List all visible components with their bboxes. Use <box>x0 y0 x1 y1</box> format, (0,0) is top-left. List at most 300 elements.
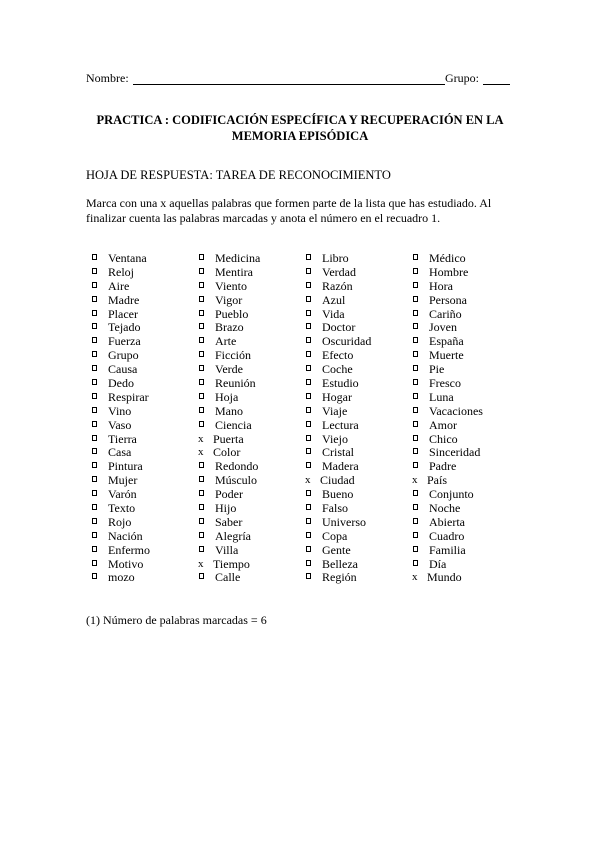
word-item[interactable] <box>304 473 414 487</box>
word-label: Fresco <box>429 376 461 391</box>
word-label: Placer <box>108 306 138 321</box>
word-item[interactable] <box>304 265 414 279</box>
checkbox[interactable] <box>413 407 418 413</box>
word-label: Medicina <box>215 251 261 265</box>
word-label: Color <box>213 445 241 460</box>
word-label: Belleza <box>322 556 358 571</box>
word-label: Vida <box>322 306 345 321</box>
word-item[interactable] <box>90 334 200 348</box>
word-label: Viejo <box>322 431 348 446</box>
checkbox[interactable] <box>306 254 311 260</box>
word-item[interactable] <box>90 362 200 376</box>
word-item[interactable] <box>197 334 307 348</box>
checkbox[interactable] <box>306 407 311 413</box>
word-label: Mano <box>215 403 243 418</box>
word-label: Padre <box>429 459 457 474</box>
word-item[interactable] <box>90 376 200 390</box>
word-label: Ventana <box>108 251 147 265</box>
word-label: Región <box>322 570 357 585</box>
word-label: Fuerza <box>108 334 141 349</box>
word-item[interactable] <box>304 307 414 321</box>
checkbox[interactable] <box>306 337 311 343</box>
grupo-field-line[interactable] <box>483 84 510 85</box>
checkbox[interactable] <box>199 351 204 357</box>
word-label: Razón <box>322 278 353 293</box>
checkbox[interactable] <box>306 518 311 524</box>
word-item[interactable] <box>304 570 414 584</box>
word-item[interactable] <box>90 307 200 321</box>
word-label: España <box>429 334 464 349</box>
word-item[interactable] <box>411 570 521 584</box>
checkbox[interactable] <box>306 421 311 427</box>
checkbox[interactable] <box>199 476 204 482</box>
word-label: Pintura <box>108 459 143 474</box>
checkbox[interactable] <box>413 490 418 496</box>
checkbox[interactable] <box>199 337 204 343</box>
checkbox[interactable] <box>306 546 311 552</box>
word-item[interactable] <box>197 445 307 459</box>
word-label: Cristal <box>322 445 354 460</box>
word-item[interactable] <box>304 293 414 307</box>
word-label: Chico <box>429 431 458 446</box>
checkbox[interactable] <box>199 282 204 288</box>
word-item[interactable] <box>90 404 200 418</box>
word-item[interactable] <box>90 293 200 307</box>
word-label: Reloj <box>108 264 134 279</box>
checkbox[interactable] <box>306 282 311 288</box>
word-item[interactable] <box>411 404 521 418</box>
checkbox[interactable] <box>413 365 418 371</box>
word-item[interactable] <box>90 557 200 571</box>
checkmark-x[interactable]: x <box>412 571 418 584</box>
checkbox[interactable] <box>92 296 97 302</box>
word-item[interactable] <box>304 251 414 265</box>
nombre-label: Nombre: <box>86 71 129 85</box>
checkbox[interactable] <box>199 393 204 399</box>
checkbox[interactable] <box>413 546 418 552</box>
checkbox[interactable] <box>413 379 418 385</box>
word-label: Motivo <box>108 556 144 571</box>
checkbox[interactable] <box>413 421 418 427</box>
word-item[interactable] <box>411 334 521 348</box>
checkbox[interactable] <box>199 532 204 538</box>
word-item[interactable] <box>411 362 521 376</box>
word-item[interactable] <box>197 251 307 265</box>
checkbox[interactable] <box>92 282 97 288</box>
checkbox[interactable] <box>92 560 97 566</box>
checkbox[interactable] <box>199 490 204 496</box>
checkbox[interactable] <box>92 310 97 316</box>
checkbox[interactable] <box>306 462 311 468</box>
word-item[interactable] <box>411 501 521 515</box>
word-item[interactable] <box>411 376 521 390</box>
checkbox[interactable] <box>92 268 97 274</box>
word-column-3 <box>304 251 414 584</box>
word-item[interactable] <box>197 432 307 446</box>
checkbox[interactable] <box>199 573 204 579</box>
word-item[interactable] <box>90 348 200 362</box>
word-item[interactable] <box>304 487 414 501</box>
checkbox[interactable] <box>413 268 418 274</box>
checkbox[interactable] <box>199 310 204 316</box>
word-item[interactable] <box>411 557 521 571</box>
word-label: Rojo <box>108 514 132 529</box>
checkbox[interactable] <box>413 310 418 316</box>
word-label: Madera <box>322 459 359 474</box>
word-label: Libro <box>322 251 349 265</box>
checkbox[interactable] <box>92 490 97 496</box>
word-label: Joven <box>429 320 457 335</box>
checkbox[interactable] <box>199 504 204 510</box>
word-label: Tierra <box>108 431 137 446</box>
checkbox[interactable] <box>306 532 311 538</box>
checkmark-x[interactable]: x <box>198 446 204 459</box>
checkbox[interactable] <box>92 337 97 343</box>
nombre-field-line[interactable] <box>133 84 445 85</box>
word-item[interactable] <box>304 529 414 543</box>
checkbox[interactable] <box>306 379 311 385</box>
word-label: Nación <box>108 528 143 543</box>
word-item[interactable] <box>197 557 307 571</box>
word-label: Hogar <box>322 389 352 404</box>
word-label: Pueblo <box>215 306 249 321</box>
word-label: Viento <box>215 278 247 293</box>
word-item[interactable] <box>90 459 200 473</box>
checkbox[interactable] <box>199 421 204 427</box>
word-column-1 <box>90 251 200 584</box>
word-label: Tejado <box>108 320 141 335</box>
section-subtitle: HOJA DE RESPUESTA: TAREA DE RECONOCIMIENTO <box>86 168 391 182</box>
word-item[interactable] <box>304 543 414 557</box>
checkbox[interactable] <box>92 462 97 468</box>
checkbox[interactable] <box>306 504 311 510</box>
word-label: Verde <box>215 362 243 377</box>
word-item[interactable] <box>411 432 521 446</box>
word-label: Varón <box>108 487 137 502</box>
checkbox[interactable] <box>306 560 311 566</box>
checkbox[interactable] <box>199 546 204 552</box>
word-label: Ficción <box>215 348 251 363</box>
word-item[interactable] <box>411 348 521 362</box>
checkbox[interactable] <box>306 268 311 274</box>
word-label: Reunión <box>215 376 256 391</box>
checkbox[interactable] <box>306 365 311 371</box>
checkbox[interactable] <box>306 296 311 302</box>
checkmark-x[interactable]: x <box>412 474 418 487</box>
word-label: Vacaciones <box>429 403 483 418</box>
checkbox[interactable] <box>306 573 311 579</box>
word-label: Puerta <box>213 431 244 446</box>
word-label: Médico <box>429 251 466 265</box>
word-item[interactable] <box>411 279 521 293</box>
title-line-2: MEMORIA EPISÓDICA <box>231 129 369 143</box>
word-item[interactable] <box>197 543 307 557</box>
word-label: Mundo <box>427 570 462 585</box>
word-item[interactable] <box>197 459 307 473</box>
checkbox[interactable] <box>306 435 311 441</box>
checkbox[interactable] <box>413 504 418 510</box>
checkbox[interactable] <box>413 532 418 538</box>
word-label: Villa <box>215 542 239 557</box>
word-item[interactable] <box>197 418 307 432</box>
word-label: Hijo <box>215 501 237 516</box>
word-item[interactable] <box>197 293 307 307</box>
word-label: Conjunto <box>429 487 474 502</box>
word-item[interactable] <box>304 445 414 459</box>
word-label: Azul <box>322 292 346 307</box>
word-label: Ciencia <box>215 417 252 432</box>
word-item[interactable] <box>411 529 521 543</box>
word-label: Saber <box>215 514 243 529</box>
checkbox[interactable] <box>306 448 311 454</box>
word-item[interactable] <box>90 473 200 487</box>
checkbox[interactable] <box>306 310 311 316</box>
word-item[interactable] <box>90 279 200 293</box>
checkbox[interactable] <box>199 268 204 274</box>
word-item[interactable] <box>197 307 307 321</box>
checkbox[interactable] <box>199 365 204 371</box>
word-item[interactable] <box>197 501 307 515</box>
checkbox[interactable] <box>413 254 418 260</box>
word-item[interactable] <box>90 432 200 446</box>
word-item[interactable] <box>304 376 414 390</box>
word-item[interactable] <box>304 362 414 376</box>
word-item[interactable] <box>411 473 521 487</box>
word-item[interactable] <box>90 570 200 584</box>
word-label: Hombre <box>429 264 469 279</box>
word-item[interactable] <box>411 515 521 529</box>
checkbox[interactable] <box>199 462 204 468</box>
word-label: Lectura <box>322 417 359 432</box>
word-label: Cariño <box>429 306 462 321</box>
checkbox[interactable] <box>306 323 311 329</box>
title-line-1: PRACTICA : CODIFICACIÓN ESPECÍFICA Y RECUPERACIÓN EN LA <box>96 113 504 127</box>
word-item[interactable] <box>304 501 414 515</box>
word-item[interactable] <box>304 432 414 446</box>
word-item[interactable] <box>411 459 521 473</box>
word-item[interactable] <box>304 348 414 362</box>
checkbox[interactable] <box>199 296 204 302</box>
word-label: Mentira <box>215 264 253 279</box>
word-label: Poder <box>215 487 243 502</box>
checkbox[interactable] <box>92 573 97 579</box>
word-item[interactable] <box>304 515 414 529</box>
word-label: Falso <box>322 501 349 516</box>
checkbox[interactable] <box>92 421 97 427</box>
word-item[interactable] <box>304 320 414 334</box>
word-item[interactable] <box>197 570 307 584</box>
checkbox[interactable] <box>306 351 311 357</box>
checkbox[interactable] <box>199 254 204 260</box>
word-column-2 <box>197 251 307 584</box>
word-label: Amor <box>429 417 457 432</box>
word-item[interactable] <box>411 293 521 307</box>
word-column-4 <box>411 251 521 584</box>
word-label: Mujer <box>108 473 138 488</box>
word-item[interactable] <box>90 251 200 265</box>
word-item[interactable] <box>90 487 200 501</box>
word-item[interactable] <box>197 529 307 543</box>
word-label: Familia <box>429 542 466 557</box>
word-item[interactable] <box>304 390 414 404</box>
checkbox[interactable] <box>92 407 97 413</box>
checkbox[interactable] <box>199 379 204 385</box>
checkbox[interactable] <box>413 448 418 454</box>
word-label: Pie <box>429 362 445 377</box>
checkbox[interactable] <box>413 560 418 566</box>
word-label: Bueno <box>322 487 354 502</box>
word-item[interactable] <box>304 459 414 473</box>
word-item[interactable] <box>197 362 307 376</box>
checkbox[interactable] <box>92 365 97 371</box>
checkbox[interactable] <box>92 476 97 482</box>
word-label: Hoja <box>215 389 239 404</box>
header-row <box>86 70 512 86</box>
word-item[interactable] <box>197 487 307 501</box>
word-label: Calle <box>215 570 241 585</box>
word-item[interactable] <box>411 320 521 334</box>
checkbox[interactable] <box>199 407 204 413</box>
word-item[interactable] <box>411 445 521 459</box>
word-label: Hora <box>429 278 453 293</box>
word-item[interactable] <box>411 390 521 404</box>
word-label: mozo <box>108 570 135 585</box>
word-label: Vigor <box>215 292 243 307</box>
word-label: Verdad <box>322 264 356 279</box>
word-item[interactable] <box>197 348 307 362</box>
word-item[interactable] <box>197 473 307 487</box>
checkbox[interactable] <box>92 393 97 399</box>
word-label: Copa <box>322 528 348 543</box>
word-label: Persona <box>429 292 467 307</box>
word-label: Doctor <box>322 320 356 335</box>
checkbox[interactable] <box>413 282 418 288</box>
checkmark-x[interactable]: x <box>198 557 204 570</box>
word-label: Ciudad <box>320 473 355 488</box>
checkbox[interactable] <box>306 490 311 496</box>
word-item[interactable] <box>90 418 200 432</box>
word-item[interactable] <box>90 265 200 279</box>
checkbox[interactable] <box>413 323 418 329</box>
word-item[interactable] <box>90 390 200 404</box>
checkbox[interactable] <box>199 518 204 524</box>
word-label: Estudio <box>322 376 359 391</box>
checkbox[interactable] <box>413 462 418 468</box>
checkbox[interactable] <box>306 393 311 399</box>
word-item[interactable] <box>197 265 307 279</box>
word-label: Músculo <box>215 473 257 488</box>
word-item[interactable] <box>411 487 521 501</box>
word-item[interactable] <box>411 251 521 265</box>
checkbox[interactable] <box>92 351 97 357</box>
word-item[interactable] <box>304 279 414 293</box>
word-label: Noche <box>429 501 461 516</box>
word-label: Vino <box>108 403 132 418</box>
word-label: Alegría <box>215 528 251 543</box>
word-item[interactable] <box>90 501 200 515</box>
checkmark-x[interactable]: x <box>198 432 204 445</box>
word-item[interactable] <box>90 515 200 529</box>
checkbox[interactable] <box>92 546 97 552</box>
word-item[interactable] <box>90 320 200 334</box>
word-label: Grupo <box>108 348 139 363</box>
word-item[interactable] <box>304 418 414 432</box>
word-label: País <box>427 473 448 488</box>
word-item[interactable] <box>197 376 307 390</box>
word-item[interactable] <box>411 543 521 557</box>
document-title <box>80 112 520 144</box>
word-label: Casa <box>108 445 132 460</box>
word-item[interactable] <box>197 404 307 418</box>
checkbox[interactable] <box>413 337 418 343</box>
grupo-label: Grupo: <box>445 71 479 85</box>
checkbox[interactable] <box>92 379 97 385</box>
checkbox[interactable] <box>413 518 418 524</box>
word-label: Gente <box>322 542 351 557</box>
checkbox[interactable] <box>92 504 97 510</box>
word-item[interactable] <box>304 404 414 418</box>
word-label: Dedo <box>108 376 134 391</box>
word-label: Día <box>429 556 447 571</box>
word-label: Brazo <box>215 320 244 335</box>
checkbox[interactable] <box>413 435 418 441</box>
word-label: Abierta <box>429 514 465 529</box>
word-item[interactable] <box>304 557 414 571</box>
word-item[interactable] <box>197 320 307 334</box>
word-label: Arte <box>215 334 237 349</box>
checkbox[interactable] <box>413 351 418 357</box>
checkbox[interactable] <box>92 323 97 329</box>
word-label: Aire <box>108 278 130 293</box>
checkbox[interactable] <box>92 532 97 538</box>
word-label: Enfermo <box>108 542 150 557</box>
word-item[interactable] <box>304 334 414 348</box>
checkbox[interactable] <box>92 518 97 524</box>
word-item[interactable] <box>411 307 521 321</box>
word-item[interactable] <box>197 390 307 404</box>
word-item[interactable] <box>411 418 521 432</box>
word-label: Respirar <box>108 389 149 404</box>
checkbox[interactable] <box>92 435 97 441</box>
word-item[interactable] <box>197 515 307 529</box>
word-label: Efecto <box>322 348 354 363</box>
word-label: Sinceridad <box>429 445 481 460</box>
checkbox[interactable] <box>92 254 97 260</box>
word-item[interactable] <box>90 543 200 557</box>
word-label: Oscuridad <box>322 334 372 349</box>
checkmark-x[interactable]: x <box>305 474 311 487</box>
word-item[interactable] <box>197 279 307 293</box>
word-item[interactable] <box>411 265 521 279</box>
word-label: Tiempo <box>213 556 250 571</box>
word-item[interactable] <box>90 445 200 459</box>
word-label: Texto <box>108 501 136 516</box>
result-count: (1) Número de palabras marcadas = 6 <box>86 613 267 627</box>
word-item[interactable] <box>90 529 200 543</box>
checkbox[interactable] <box>413 393 418 399</box>
checkbox[interactable] <box>199 323 204 329</box>
word-label: Madre <box>108 292 140 307</box>
word-label: Causa <box>108 362 138 377</box>
checkbox[interactable] <box>92 448 97 454</box>
word-label: Vaso <box>108 417 132 432</box>
word-label: Viaje <box>322 403 348 418</box>
word-label: Redondo <box>215 459 259 474</box>
word-label: Coche <box>322 362 353 377</box>
checkbox[interactable] <box>413 296 418 302</box>
word-label: Muerte <box>429 348 464 363</box>
word-label: Cuadro <box>429 528 465 543</box>
